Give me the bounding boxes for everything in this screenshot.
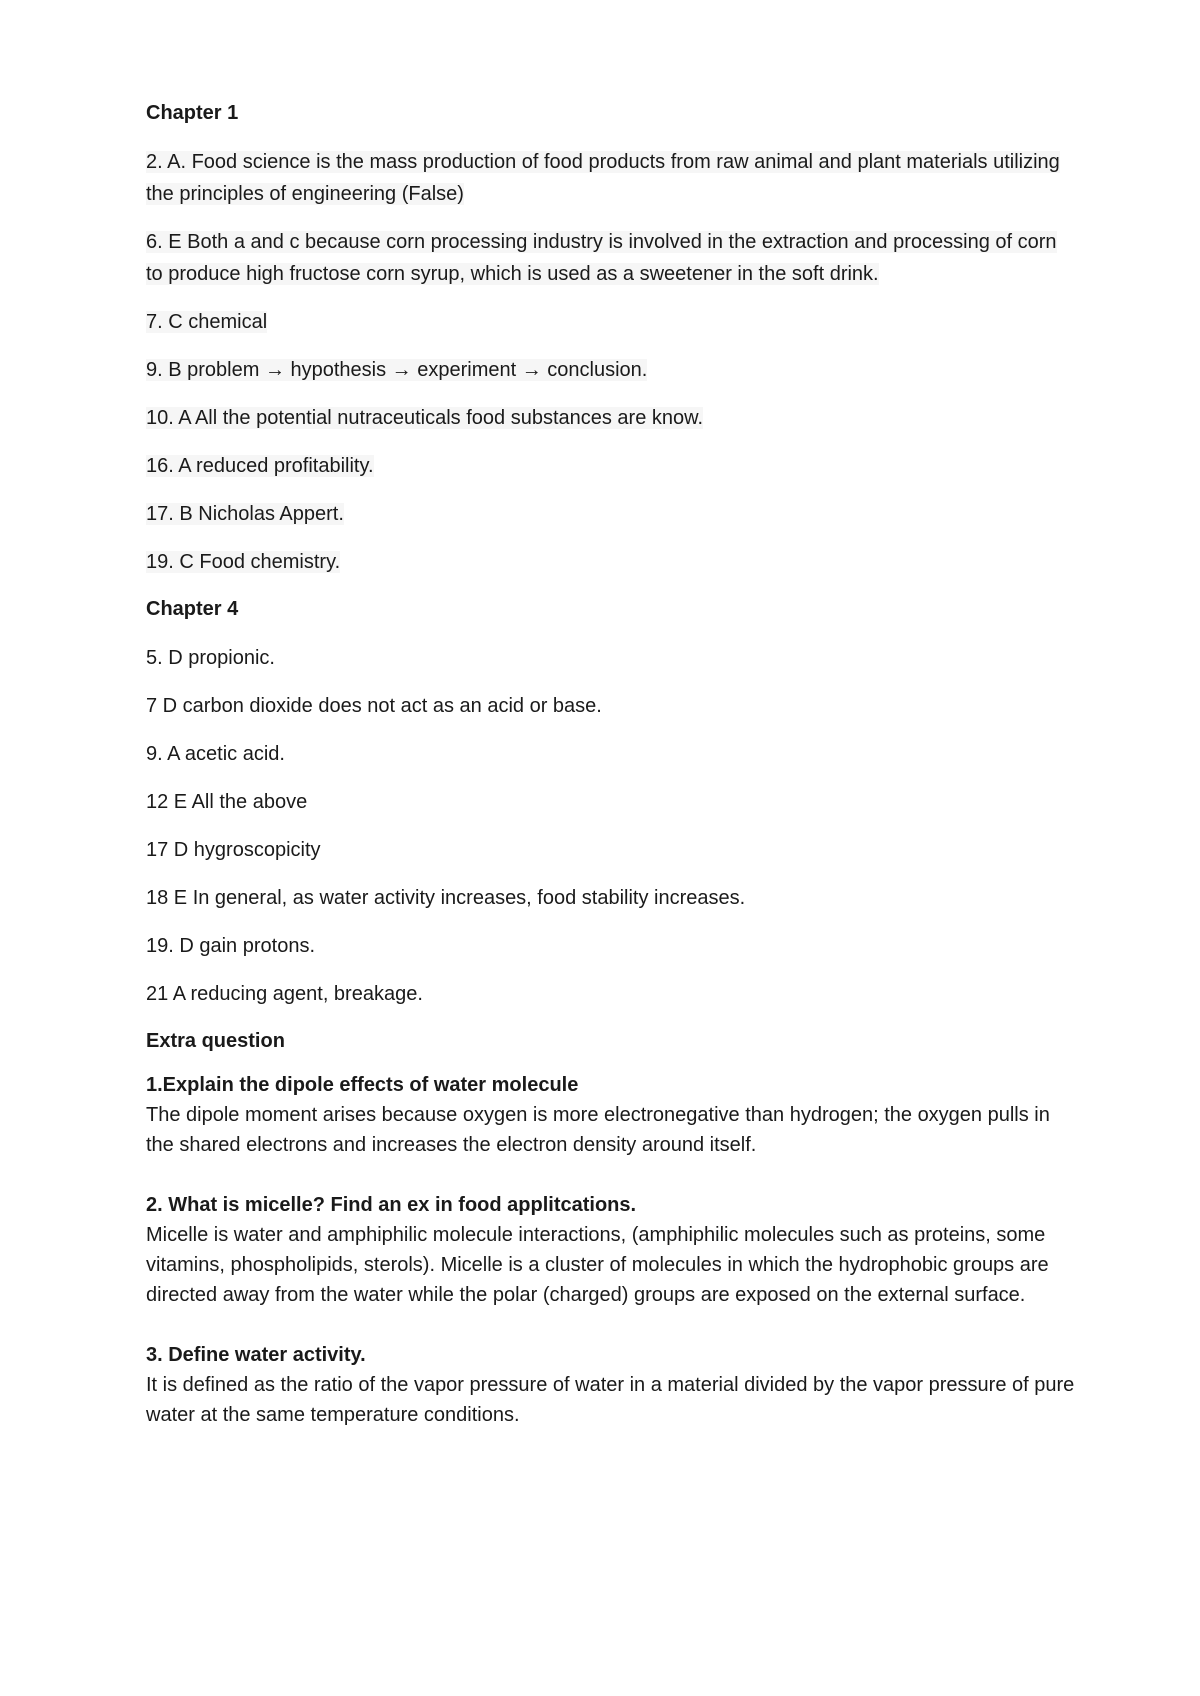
extra-question-title: 1.Explain the dipole effects of water molecule — [146, 1074, 579, 1096]
chapter-1-answer — [146, 402, 1076, 434]
chapter-4-answer: 19. D gain protons. — [146, 935, 315, 957]
extra-question-block — [146, 1190, 1076, 1310]
answer-text: 9. B problem → hypothesis → experiment → conclusion. — [146, 359, 648, 381]
answer-text: 16. A reduced profitability. — [146, 455, 374, 477]
chapter-1-answer — [146, 546, 1076, 578]
extra-question-block — [146, 1070, 1076, 1160]
chapter-1-heading: Chapter 1 — [146, 102, 239, 124]
extra-question-heading: Extra question — [146, 1030, 285, 1052]
chapter-1-answer — [146, 354, 1076, 386]
chapter-1-answer — [146, 306, 1076, 338]
document-page — [146, 98, 1076, 1460]
extra-question-title: 2. What is micelle? Find an ex in food applitcations. — [146, 1194, 637, 1216]
chapter-4-answer: 17 D hygroscopicity — [146, 839, 321, 861]
chapter-4-answer: 9. A acetic acid. — [146, 743, 285, 765]
chapter-4-answer: 7 D carbon dioxide does not act as an acid or base. — [146, 695, 602, 717]
extra-question-answer: It is defined as the ratio of the vapor pressure of water in a material divided by the vapor pressure of pure water at the same temperature conditions. — [146, 1374, 1075, 1426]
answer-text: 7. C chemical — [146, 311, 268, 333]
chapter-1-answer — [146, 450, 1076, 482]
answer-text: 2. A. Food science is the mass production of food products from raw animal and plant materials utilizing the principles of engineering (False) — [146, 151, 1060, 205]
answer-text: 19. C Food chemistry. — [146, 551, 341, 573]
extra-question-answer: The dipole moment arises because oxygen is more electronegative than hydrogen; the oxygen pulls in the shared electrons and increases the electron density around itself. — [146, 1104, 1050, 1156]
chapter-4-answer: 5. D propionic. — [146, 647, 275, 669]
chapter-1-answer — [146, 498, 1076, 530]
chapter-4-heading: Chapter 4 — [146, 598, 239, 620]
extra-question-title: 3. Define water activity. — [146, 1344, 366, 1366]
answer-text: 6. E Both a and c because corn processing industry is involved in the extraction and processing of corn to produce high fructose corn syrup, which is used as a sweetener in the soft drink. — [146, 231, 1057, 285]
chapter-1-answer — [146, 146, 1076, 210]
extra-question-block — [146, 1340, 1076, 1430]
answer-text: 17. B Nicholas Appert. — [146, 503, 344, 525]
chapter-1-answer — [146, 226, 1076, 290]
chapter-4-answer: 18 E In general, as water activity increases, food stability increases. — [146, 887, 746, 909]
chapter-4-answer: 21 A reducing agent, breakage. — [146, 983, 423, 1005]
answer-text: 10. A All the potential nutraceuticals food substances are know. — [146, 407, 704, 429]
chapter-4-answer: 12 E All the above — [146, 791, 308, 813]
extra-question-answer: Micelle is water and amphiphilic molecule interactions, (amphiphilic molecules such as proteins, some vitamins, phospholipids, sterols). Micelle is a cluster of molecules in which the hydrophobic groups are directed away from the water while the polar (charged) groups are exposed on the external surface. — [146, 1224, 1049, 1306]
